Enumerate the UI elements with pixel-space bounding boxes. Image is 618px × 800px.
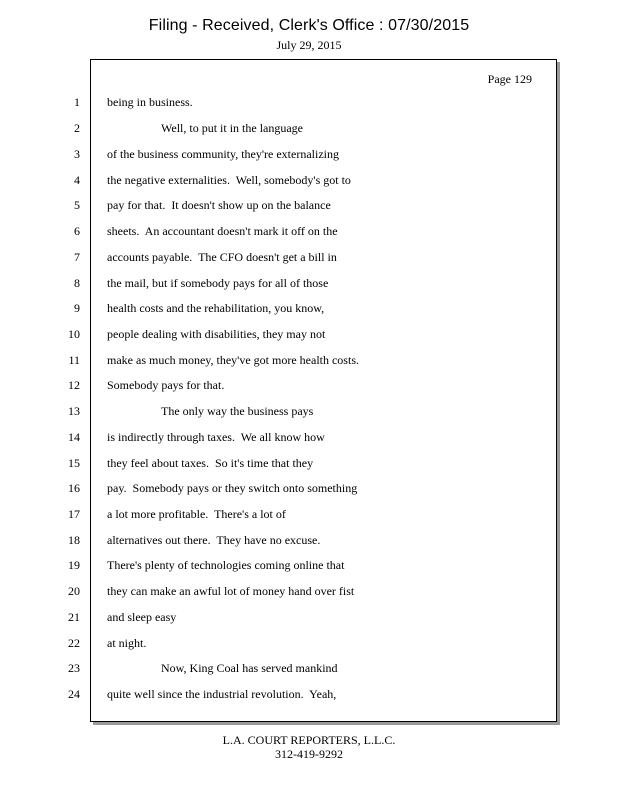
transcript-line xyxy=(0,530,560,550)
transcript-line xyxy=(0,453,560,473)
transcript-line xyxy=(0,170,560,190)
transcript-line xyxy=(0,324,560,344)
line-number: 12 xyxy=(68,378,80,392)
line-number: 15 xyxy=(68,456,80,470)
transcript-line xyxy=(0,555,560,575)
transcript-line xyxy=(0,478,560,498)
transcript-line xyxy=(0,221,560,241)
transcript-line xyxy=(0,607,560,627)
line-text: they feel about taxes. So it's time that they xyxy=(107,456,314,470)
line-text: make as much money, they've got more health costs. xyxy=(107,353,359,367)
transcript-line xyxy=(0,273,560,293)
line-number: 13 xyxy=(68,404,80,418)
line-number: 17 xyxy=(68,507,80,521)
filing-stamp: Filing - Received, Clerk's Office : 07/30/2015 xyxy=(148,17,470,34)
line-text: There's plenty of technologies coming online that xyxy=(107,558,345,572)
transcript-line xyxy=(0,684,560,704)
line-text: accounts payable. The CFO doesn't get a bill in xyxy=(107,250,337,264)
transcript-line xyxy=(0,633,560,653)
transcript-line xyxy=(0,92,560,112)
transcript-line xyxy=(0,195,560,215)
line-text: Well, to put it in the language xyxy=(161,121,304,135)
line-number: 20 xyxy=(68,584,80,598)
line-text: of the business community, they're externalizing xyxy=(107,147,339,161)
line-number: 14 xyxy=(68,430,80,444)
line-text: quite well since the industrial revolution. Yeah, xyxy=(107,687,337,701)
line-number: 2 xyxy=(74,121,80,135)
line-text: at night. xyxy=(107,636,147,650)
reporter-phone: 312-419-9292 xyxy=(275,747,343,761)
page-number: Page 129 xyxy=(487,72,532,86)
line-number: 7 xyxy=(74,250,80,264)
transcript-line xyxy=(0,504,560,524)
line-text: is indirectly through taxes. We all know how xyxy=(107,430,325,444)
line-number: 21 xyxy=(68,610,80,624)
line-number: 6 xyxy=(74,224,80,238)
reporter-name: L.A. COURT REPORTERS, L.L.C. xyxy=(222,733,396,747)
transcript-line xyxy=(0,375,560,395)
line-text: being in business. xyxy=(107,95,193,109)
line-number: 23 xyxy=(68,661,80,675)
line-text: alternatives out there. They have no excuse. xyxy=(107,533,321,547)
line-text: health costs and the rehabilitation, you know, xyxy=(107,301,325,315)
transcript-line xyxy=(0,427,560,447)
line-number: 4 xyxy=(74,173,80,187)
line-text: Now, King Coal has served mankind xyxy=(161,661,338,675)
line-number: 22 xyxy=(68,636,80,650)
transcript-line xyxy=(0,144,560,164)
transcript-line xyxy=(0,247,560,267)
hearing-date: July 29, 2015 xyxy=(276,38,342,52)
transcript-line xyxy=(0,581,560,601)
line-number: 5 xyxy=(74,198,80,212)
line-number: 9 xyxy=(74,301,80,315)
line-text: sheets. An accountant doesn't mark it off on the xyxy=(107,224,338,238)
transcript-line xyxy=(0,298,560,318)
line-number: 10 xyxy=(68,327,80,341)
line-number: 19 xyxy=(68,558,80,572)
transcript-line xyxy=(0,658,560,678)
line-text: the negative externalities. Well, somebody's got to xyxy=(107,173,351,187)
line-number: 16 xyxy=(68,481,80,495)
line-number: 1 xyxy=(74,95,80,109)
line-text: they can make an awful lot of money hand over fist xyxy=(107,584,355,598)
transcript-line xyxy=(0,118,560,138)
line-text: people dealing with disabilities, they may not xyxy=(107,327,326,341)
line-text: Somebody pays for that. xyxy=(107,378,225,392)
transcript-line xyxy=(0,350,560,370)
line-number: 3 xyxy=(74,147,80,161)
line-text: pay. Somebody pays or they switch onto something xyxy=(107,481,358,495)
line-number: 11 xyxy=(68,353,80,367)
transcript-line xyxy=(0,401,560,421)
line-text: pay for that. It doesn't show up on the balance xyxy=(107,198,331,212)
line-number: 18 xyxy=(68,533,80,547)
line-text: and sleep easy xyxy=(107,610,177,624)
line-number: 24 xyxy=(68,687,80,701)
line-text: the mail, but if somebody pays for all of those xyxy=(107,276,329,290)
line-text: The only way the business pays xyxy=(161,404,314,418)
line-number: 8 xyxy=(74,276,80,290)
line-text: a lot more profitable. There's a lot of xyxy=(107,507,286,521)
